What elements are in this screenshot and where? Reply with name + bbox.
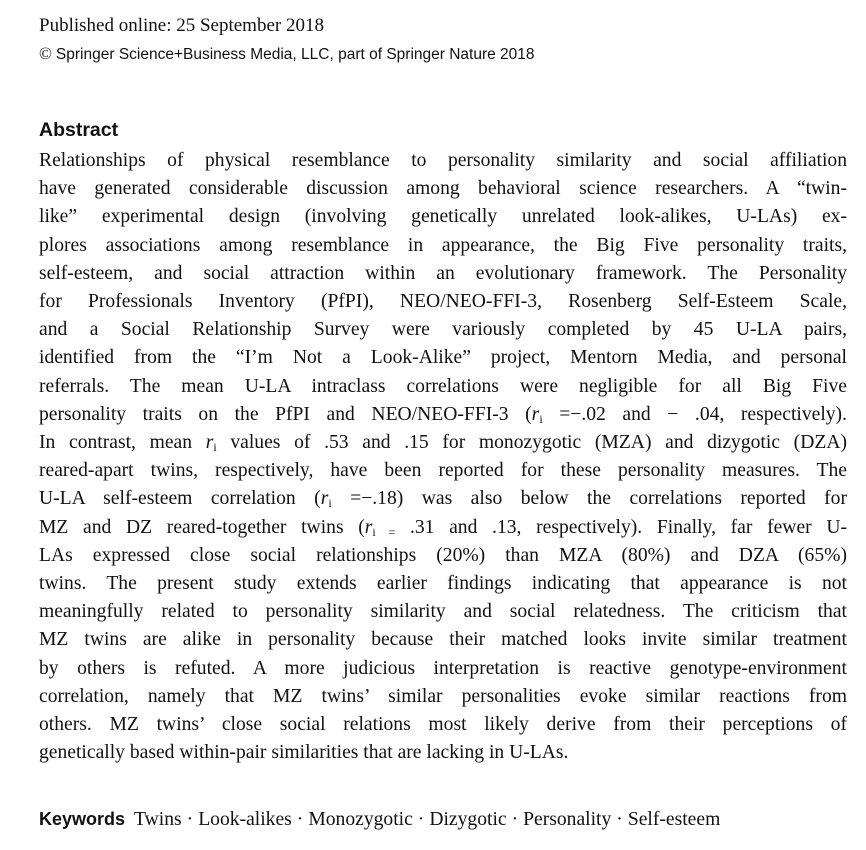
- keyword: Dizygotic: [429, 809, 507, 830]
- text-fragment: =−.02 and − .04, respectively).: [542, 403, 847, 425]
- published-date: Published online: 25 September 2018: [39, 15, 324, 36]
- abstract-line: genetically based within-pair similarities that are lacking in U-LAs.: [39, 742, 569, 764]
- abstract-line: twins. The present study extends earlier findings indicating that appearance is not: [39, 573, 847, 595]
- correlation-symbol: r: [205, 432, 214, 454]
- copyright-text: Springer Science+Business Media, LLC, part of Springer Nature 2018: [55, 46, 535, 63]
- copyright-icon: ©: [39, 44, 52, 63]
- correlation-subscript: i =: [372, 524, 396, 539]
- correlation-symbol: r: [531, 403, 540, 425]
- copyright-line: [39, 44, 535, 65]
- abstract-line: for Professionals Inventory (PfPI), NEO/NEO-FFI-3, Rosenberg Self-Esteem Scale,: [39, 291, 847, 313]
- correlation-subscript: i: [213, 440, 217, 455]
- keyword-separator: ·: [616, 809, 623, 830]
- keywords-line: [39, 806, 720, 833]
- abstract-line: identified from the “I’m Not a Look-Alike” project, Mentorn Media, and personal: [39, 347, 847, 369]
- keyword: Self-esteem: [627, 809, 721, 830]
- text-fragment: personality traits on the PfPI and NEO/NEO-FFI-3 (: [39, 403, 532, 425]
- correlation-subscript: i: [539, 411, 543, 426]
- keyword: Look-alikes: [198, 809, 292, 830]
- keyword: Monozygotic: [308, 809, 413, 830]
- abstract-line: [39, 485, 847, 513]
- text-fragment: values of .53 and .15 for monozygotic (MZA) and dizygotic (DZA): [216, 432, 848, 454]
- text-fragment: MZ and DZ reared-together twins (: [39, 516, 365, 538]
- abstract-line: LAs expressed close social relationships (20%) than MZA (80%) and DZA (65%): [39, 544, 847, 566]
- keywords-label: Keywords: [39, 809, 126, 829]
- abstract-line: and a Social Relationship Survey were variously completed by 45 U-LA pairs,: [39, 319, 847, 341]
- abstract-line: [39, 514, 847, 542]
- abstract-line: referrals. The mean U-LA intraclass correlations were negligible for all Big Five: [39, 375, 847, 397]
- keyword-separator: ·: [186, 809, 194, 830]
- abstract-line: meaningfully related to personality similarity and social relatedness. The criticism that: [39, 601, 847, 623]
- text-fragment: .31 and .13, respectively). Finally, far fewer U-: [395, 516, 847, 538]
- abstract-line: Relationships of physical resemblance to personality similarity and social affiliation: [39, 150, 847, 171]
- keyword-separator: ·: [511, 809, 519, 830]
- keyword: Twins: [134, 809, 182, 830]
- keyword-separator: ·: [296, 809, 304, 830]
- text-fragment: In contrast, mean: [39, 432, 206, 454]
- abstract-line: reared-apart twins, respectively, have been reported for these personality measures. The: [39, 460, 847, 482]
- abstract-heading: Abstract: [39, 119, 119, 141]
- correlation-symbol: r: [364, 516, 373, 538]
- abstract-line: correlation, namely that MZ twins’ similar personalities evoke similar reactions from: [39, 685, 847, 707]
- abstract-line: have generated considerable discussion among behavioral science researchers. A “twin-: [39, 178, 847, 200]
- text-fragment: U-LA self-esteem correlation (: [39, 488, 321, 510]
- correlation-symbol: r: [320, 488, 329, 510]
- abstract-line: by others is refuted. A more judicious interpretation is reactive genotype-environment: [39, 657, 847, 679]
- abstract-line: like” experimental design (involving genetically unrelated look-alikes, U-LAs) ex-: [39, 206, 847, 228]
- abstract-line: plores associations among resemblance in appearance, the Big Five personality traits,: [39, 234, 847, 256]
- abstract-line: MZ twins are alike in personality because their matched looks invite similar treatment: [39, 629, 847, 651]
- text-fragment: =−.18) was also below the correlations reported for: [331, 488, 847, 510]
- abstract-line: self-esteem, and social attraction within an evolutionary framework. The Personality: [39, 262, 847, 284]
- abstract-body: [39, 147, 847, 767]
- abstract-line: [39, 401, 847, 429]
- abstract-line: others. MZ twins’ close social relations most likely derive from their perceptions of: [39, 714, 847, 736]
- correlation-subscript: i: [328, 496, 332, 511]
- abstract-line: [39, 429, 847, 457]
- keyword-separator: ·: [417, 809, 425, 830]
- keyword: Personality: [523, 809, 612, 830]
